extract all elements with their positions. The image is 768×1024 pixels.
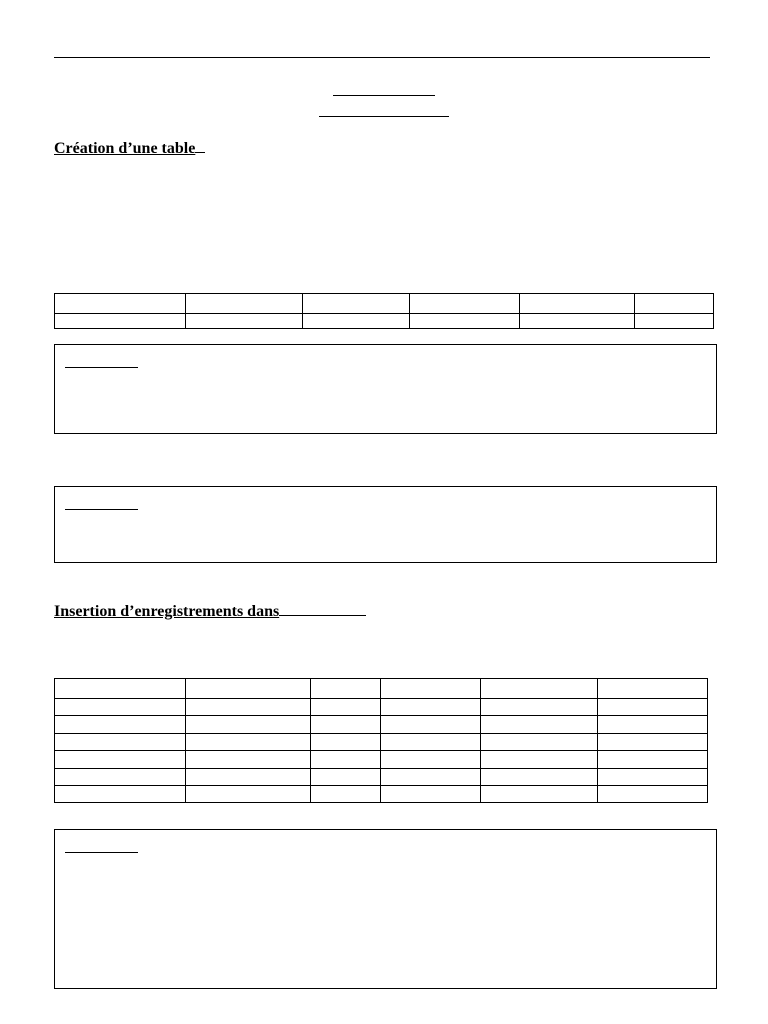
table-cell <box>186 314 303 329</box>
table-row <box>55 734 708 751</box>
table-cell <box>55 751 186 769</box>
table-cell <box>186 769 311 786</box>
table-cell <box>186 751 311 769</box>
table-cell <box>381 734 481 751</box>
table-cell <box>55 679 186 699</box>
answer-box-label-line <box>65 852 138 853</box>
section-heading-creation-text: Création d’une table <box>54 140 196 157</box>
table-cell <box>381 679 481 699</box>
table-cell <box>481 786 598 803</box>
table-cell <box>481 716 598 734</box>
table-cell <box>598 734 708 751</box>
answer-box-1 <box>54 344 717 434</box>
table-row <box>55 786 708 803</box>
table-row <box>55 294 714 314</box>
table-cell <box>311 699 381 716</box>
table-row <box>55 716 708 734</box>
table-cell <box>55 294 186 314</box>
table-1 <box>54 293 714 329</box>
table-cell <box>381 786 481 803</box>
table-cell <box>381 699 481 716</box>
answer-box-2 <box>54 486 717 563</box>
table-cell <box>186 294 303 314</box>
table-cell <box>311 751 381 769</box>
table-cell <box>381 716 481 734</box>
table-cell <box>303 314 410 329</box>
answer-box-3 <box>54 829 717 989</box>
heading-blank <box>195 138 205 153</box>
table-2 <box>54 678 708 803</box>
section-heading-insertion <box>54 601 366 621</box>
table-cell <box>481 734 598 751</box>
table-cell <box>186 679 311 699</box>
table-cell <box>311 716 381 734</box>
section-heading-insertion-text: Insertion d’enregistrements dans <box>54 603 280 620</box>
table-cell <box>55 716 186 734</box>
table-cell <box>311 786 381 803</box>
table-cell <box>55 734 186 751</box>
table-row <box>55 679 708 699</box>
table-cell <box>186 786 311 803</box>
table-cell <box>481 679 598 699</box>
table-cell <box>598 716 708 734</box>
answer-box-label-line <box>65 509 138 510</box>
answer-box-label-line <box>65 367 138 368</box>
table-cell <box>186 716 311 734</box>
table-cell <box>481 751 598 769</box>
table-cell <box>381 769 481 786</box>
table-cell <box>311 679 381 699</box>
table-cell <box>55 314 186 329</box>
title-underline <box>333 95 435 96</box>
table-cell <box>186 734 311 751</box>
table-cell <box>410 294 520 314</box>
table-cell <box>55 786 186 803</box>
table-row <box>55 751 708 769</box>
table-cell <box>311 769 381 786</box>
table-row <box>55 314 714 329</box>
subtitle-underline <box>319 116 449 117</box>
heading-blank <box>279 601 366 616</box>
table-cell <box>520 314 635 329</box>
table-cell <box>55 769 186 786</box>
table-cell <box>598 699 708 716</box>
section-heading-creation <box>54 138 205 158</box>
table-row <box>55 699 708 716</box>
table-cell <box>635 314 714 329</box>
table-cell <box>55 699 186 716</box>
table-cell <box>311 734 381 751</box>
table-row <box>55 769 708 786</box>
table-cell <box>381 751 481 769</box>
table-cell <box>410 314 520 329</box>
table-cell <box>481 699 598 716</box>
table-cell <box>598 679 708 699</box>
table-cell <box>598 769 708 786</box>
table-cell <box>635 294 714 314</box>
table-cell <box>598 786 708 803</box>
table-cell <box>520 294 635 314</box>
top-rule <box>54 57 710 58</box>
table-cell <box>481 769 598 786</box>
table-cell <box>186 699 311 716</box>
table-cell <box>598 751 708 769</box>
table-cell <box>303 294 410 314</box>
